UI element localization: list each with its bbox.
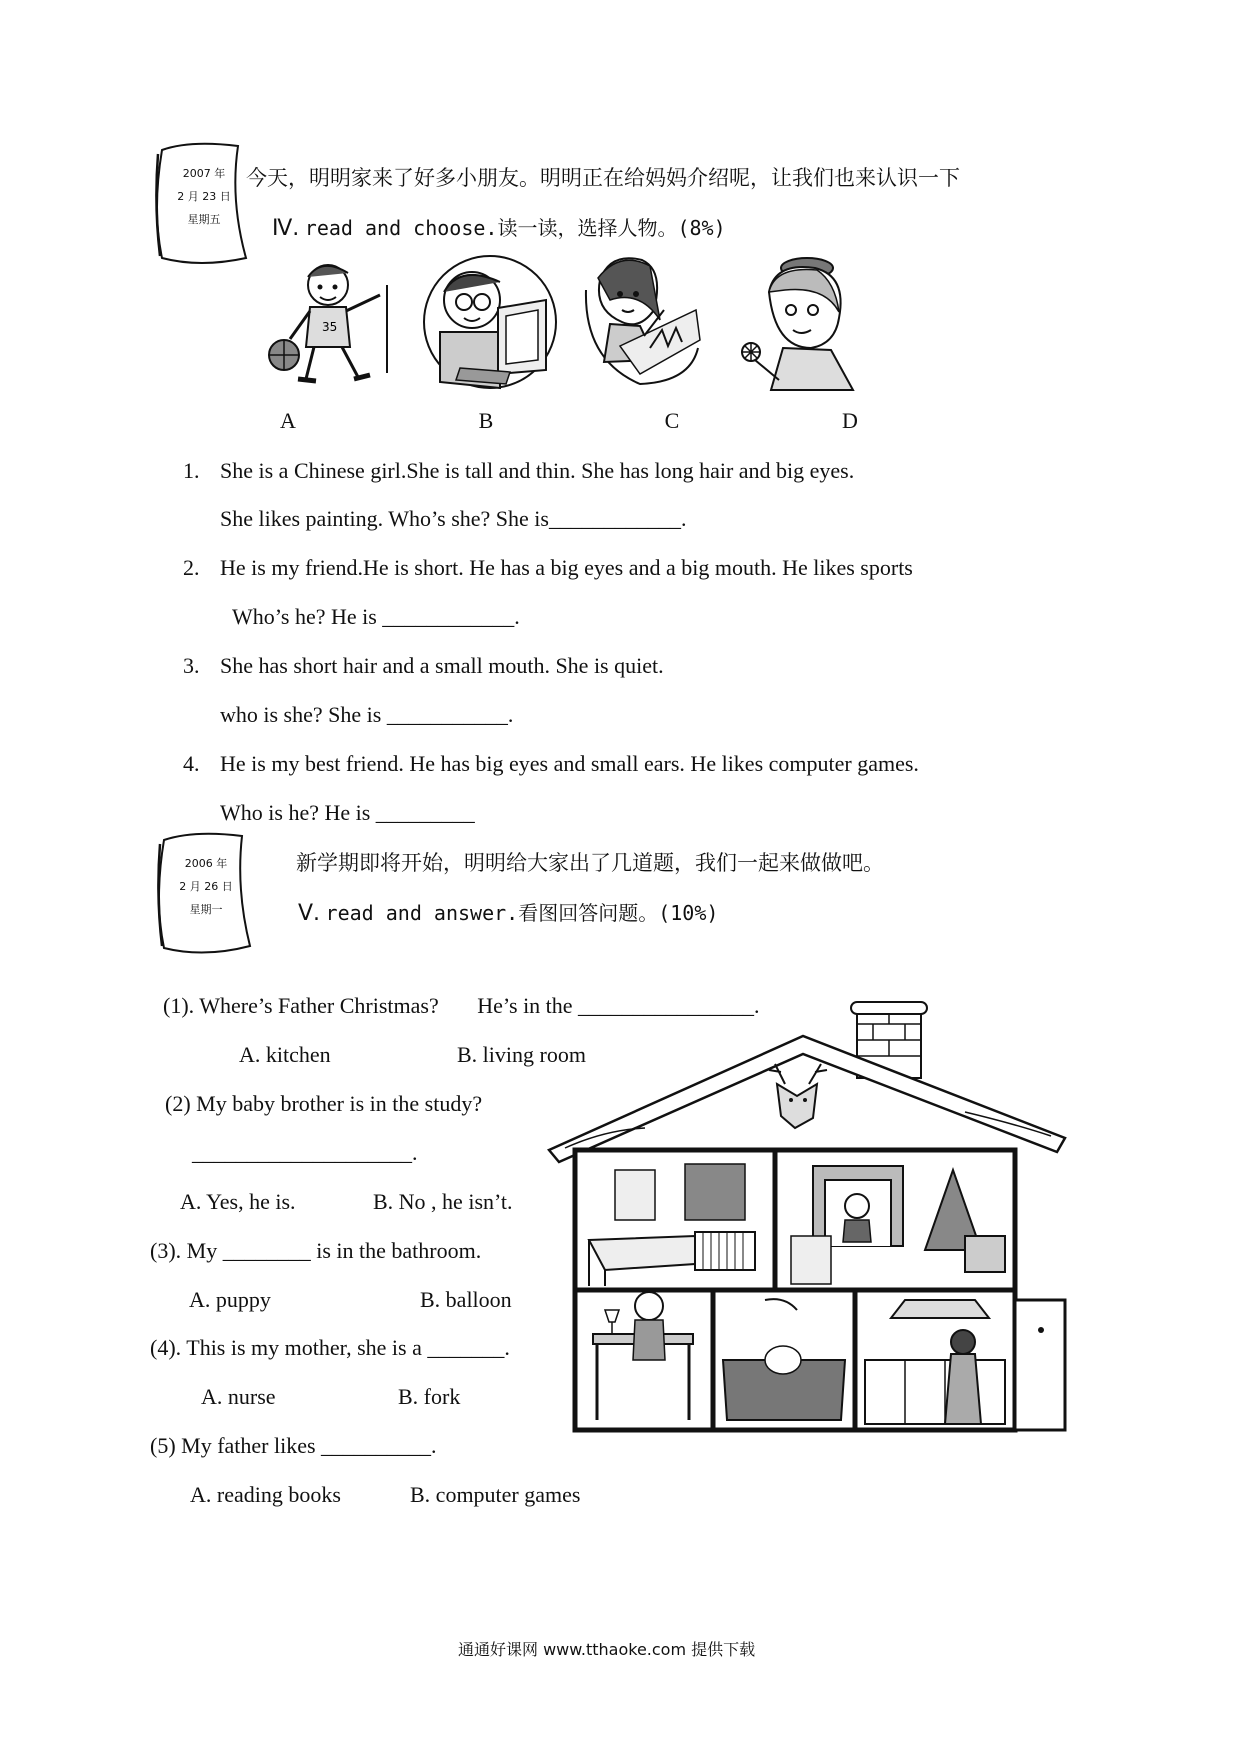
house-cutaway-icon xyxy=(545,1000,1085,1440)
q4-3-number: 3. xyxy=(183,653,200,678)
q4-4-line1: He is my best friend. He has big eyes and small ears. He likes computer games. xyxy=(220,751,919,776)
q4-2-line2: Who’s he? He is ____________. xyxy=(232,604,520,629)
q5-5-question: (5) My father likes __________. xyxy=(150,1433,437,1458)
boy-computer-icon xyxy=(420,252,560,392)
section5-title xyxy=(298,897,718,926)
picture-c xyxy=(580,250,705,390)
house-picture xyxy=(545,1000,1085,1440)
date-weekday: 星期一 xyxy=(189,903,223,916)
q5-5-option-b: B. computer games xyxy=(410,1482,581,1507)
picture-b xyxy=(420,252,560,392)
q4-2-number: 2. xyxy=(183,555,200,580)
footer: 通通好课网 www.tthaoke.com 提供下载 xyxy=(458,1640,756,1659)
q5-1-question: (1). Where’s Father Christmas? He’s in the ________________. xyxy=(163,993,760,1018)
picture-letter-a: A xyxy=(280,408,296,433)
q4-4-line2: Who is he? He is _________ xyxy=(220,800,475,825)
q5-3-option-a: A. puppy xyxy=(189,1287,271,1312)
q5-4-option-b: B. fork xyxy=(398,1384,461,1409)
svg-text:35: 35 xyxy=(322,320,338,334)
girl-flower-icon xyxy=(735,252,860,392)
q5-4-option-a: A. nurse xyxy=(201,1384,276,1409)
q5-3-question: (3). My ________ is in the bathroom. xyxy=(150,1238,482,1263)
picture-letter-c: C xyxy=(664,408,680,433)
section5-title-text: read and answer.看图回答问题。(10%) xyxy=(325,901,719,925)
picture-a xyxy=(262,255,397,390)
q5-1-option-a: A. kitchen xyxy=(239,1042,331,1067)
section4-title xyxy=(272,212,726,241)
q5-4-question: (4). This is my mother, she is a _______. xyxy=(150,1335,510,1360)
q5-1-option-b: B. living room xyxy=(457,1042,586,1067)
section5-intro: 新学期即将开始，明明给大家出了几道题，我们一起来做做吧。 xyxy=(296,851,884,875)
date-day: 2 月 23 日 xyxy=(177,190,231,203)
q5-2-question: (2) My baby brother is in the study? xyxy=(165,1091,483,1116)
q4-1-line2: She likes painting. Who’s she? She is____________. xyxy=(220,506,687,531)
section5-title-number: Ⅴ. xyxy=(298,901,321,926)
boy-basketball-icon xyxy=(262,255,397,390)
q5-2-option-a: A. Yes, he is. xyxy=(180,1189,296,1214)
picture-d xyxy=(735,252,860,392)
date-box-section4 xyxy=(150,140,260,268)
q4-4-number: 4. xyxy=(183,751,200,776)
q5-2-option-b: B. No , he isn’t. xyxy=(373,1189,513,1214)
section4-intro: 今天，明明家来了好多小朋友。明明正在给妈妈介绍呢，让我们也来认识一下 xyxy=(246,166,960,190)
date-weekday: 星期五 xyxy=(187,213,221,226)
section4-title-number: Ⅳ. xyxy=(272,216,300,241)
date-year: 2007 年 xyxy=(182,167,226,180)
date-box-section5 xyxy=(150,830,265,958)
q4-2-line1: He is my friend.He is short. He has a big eyes and a big mouth. He likes sports xyxy=(220,555,913,580)
picture-letter-d: D xyxy=(842,408,858,433)
q4-3-line1: She has short hair and a small mouth. She is quiet. xyxy=(220,653,664,678)
girl-painting-icon xyxy=(580,250,705,390)
q4-1-number: 1. xyxy=(183,458,200,483)
q5-2-answer-line: ____________________. xyxy=(192,1140,418,1165)
q5-5-option-a: A. reading books xyxy=(190,1482,341,1507)
q4-3-line2: who is she? She is ___________. xyxy=(220,702,514,727)
date-year: 2006 年 xyxy=(184,857,228,870)
q4-1-line1: She is a Chinese girl.She is tall and thin. She has long hair and big eyes. xyxy=(220,458,855,483)
section4-title-text: read and choose.读一读，选择人物。(8%) xyxy=(304,216,726,240)
date-day: 2 月 26 日 xyxy=(179,880,233,893)
picture-letter-b: B xyxy=(478,408,494,433)
q5-3-option-b: B. balloon xyxy=(420,1287,512,1312)
